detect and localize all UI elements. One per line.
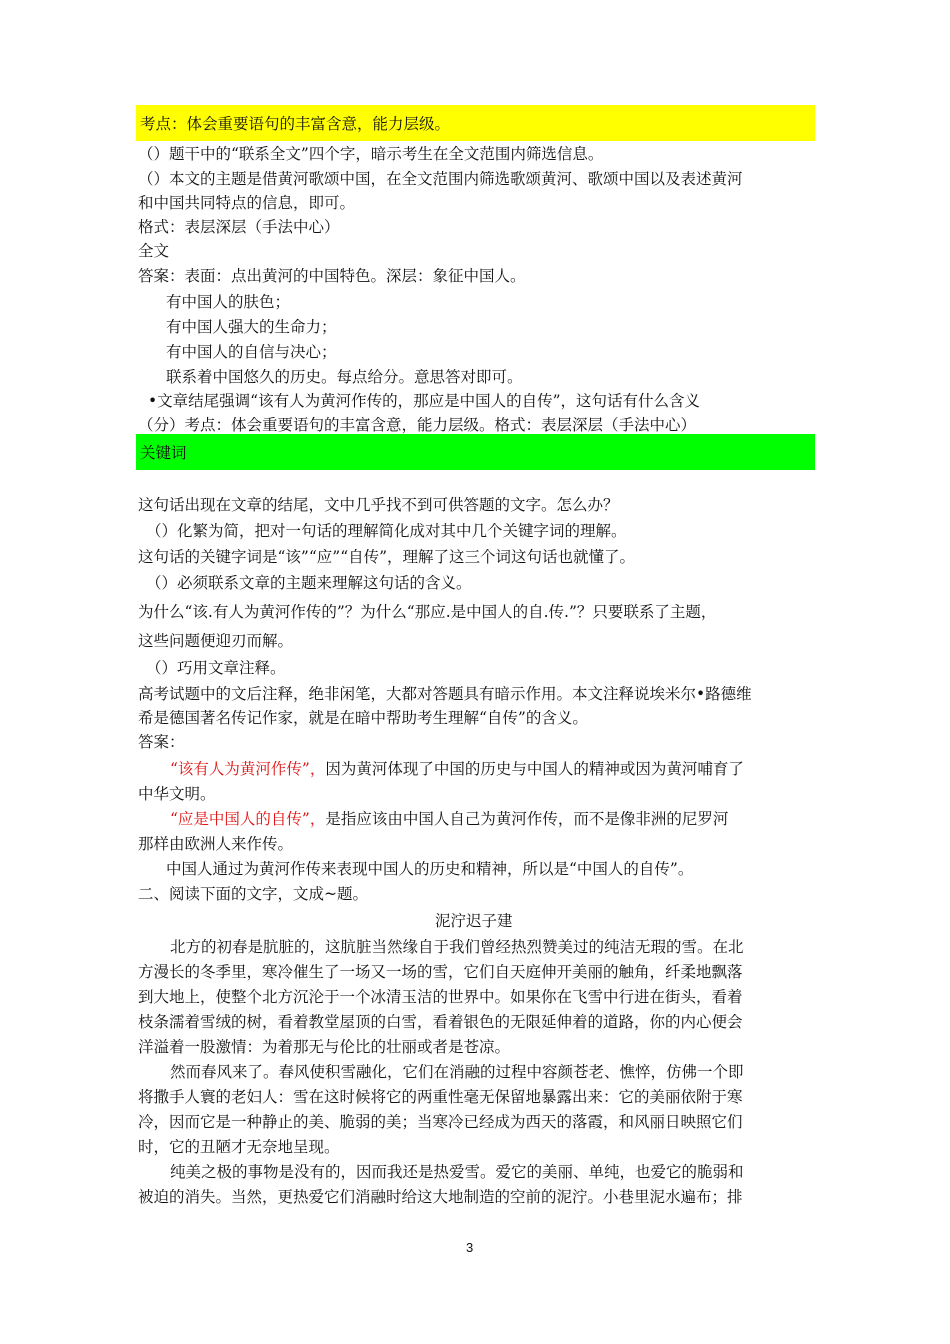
paragraph: 纯美之极的事物是没有的，因而我还是热爱雪。爱它的美丽、单纯，也爱它的脆弱和 xyxy=(170,1163,744,1181)
paragraph: 有中国人强大的生命力； xyxy=(166,318,337,336)
paragraph: 答案：表面：点出黄河的中国特色。深层：象征中国人。 xyxy=(138,267,526,285)
paragraph: （分）考点：体会重要语句的丰富含意，能力层级。格式：表层深层（手法中心） xyxy=(138,416,697,434)
paragraph: 冷，因而它是一种静止的美、脆弱的美；当寒冷已经成为西天的落霞，和风丽日映照它们 xyxy=(138,1113,743,1131)
paragraph: 答案： xyxy=(138,733,185,751)
paragraph: 这句话出现在文章的结尾，文中几乎找不到可供答题的文字。怎么办？ xyxy=(138,496,619,514)
paragraph: 和中国共同特点的信息，即可。 xyxy=(138,194,356,212)
paragraph: 为什么“该.有人为黄河作传的”？为什么“那应.是中国人的自.传.”？只要联系了主题， xyxy=(138,603,717,621)
paragraph: （）必须联系文章的主题来理解这句话的含义。 xyxy=(146,574,472,592)
paragraph: （）巧用文章注释。 xyxy=(146,659,286,677)
paragraph: 中华文明。 xyxy=(138,785,216,803)
answer-key-phrase: “该有人为黄河作传”， xyxy=(170,760,326,778)
paragraph: 有中国人的自信与决心； xyxy=(166,343,337,361)
paragraph: 这句话的关键字词是“该”“应”“自传”，理解了这三个词这句话也就懂了。 xyxy=(138,548,636,566)
paragraph: 格式：表层深层（手法中心） xyxy=(138,218,340,236)
paragraph: 时，它的丑陋才无奈地呈现。 xyxy=(138,1138,340,1156)
answer-text: 是指应该由中国人自己为黄河作传，而不是像非洲的尼罗河 xyxy=(325,810,729,828)
paragraph: 这些问题便迎刃而解。 xyxy=(138,632,294,650)
answer-text: 因为黄河体现了中国的历史与中国人的精神或因为黄河哺育了 xyxy=(325,760,744,778)
page-number: 3 xyxy=(466,1240,474,1255)
paragraph: 然而春风来了。春风使积雪融化，它们在消融的过程中容颜苍老、憔悴，仿佛一个即 xyxy=(170,1063,744,1081)
paragraph: 北方的初春是肮脏的，这肮脏当然缘自于我们曾经热烈赞美过的纯洁无瑕的雪。在北 xyxy=(170,938,744,956)
paragraph: 联系着中国悠久的历史。每点给分。意思答对即可。 xyxy=(166,368,523,386)
paragraph: 枝条濡着雪绒的树，看着教堂屋顶的白雪，看着银色的无限延伸着的道路，你的内心便会 xyxy=(138,1013,743,1031)
paragraph: （）化繁为简，把对一句话的理解简化成对其中几个关键字词的理解。 xyxy=(146,522,627,540)
paragraph: （）本文的主题是借黄河歌颂中国，在全文范围内筛选歌颂黄河、歌颂中国以及表述黄河 xyxy=(138,170,743,188)
paragraph: 那样由欧洲人来作传。 xyxy=(138,835,294,853)
paragraph: 将撒手人寰的老妇人：雪在这时候将它的两重性毫无保留地暴露出来：它的美丽依附于寒 xyxy=(138,1088,743,1106)
highlight-exam-point xyxy=(136,105,815,141)
paragraph: 方漫长的冬季里，寒冷催生了一场又一场的雪，它们自天庭伸开美丽的触角，纤柔地飘落 xyxy=(138,963,743,981)
paragraph: （）题干中的“联系全文”四个字，暗示考生在全文范围内筛选信息。 xyxy=(138,145,604,163)
paragraph: 中国人通过为黄河作传来表现中国人的历史和精神，所以是“中国人的自传”。 xyxy=(166,860,694,878)
paragraph: 希是德国著名传记作家，就是在暗中帮助考生理解“自传”的含义。 xyxy=(138,709,588,727)
paragraph: 洋溢着一股激情：为着那无与伦比的壮丽或者是苍凉。 xyxy=(138,1038,511,1056)
paragraph: 高考试题中的文后注释，绝非闲笔，大都对答题具有暗示作用。本文注释说埃米尔•路德维 xyxy=(138,685,752,703)
highlight-keyword xyxy=(136,434,815,470)
paragraph: •文章结尾强调“该有人为黄河作传的，那应是中国人的自传”，这句话有什么含义 xyxy=(148,392,700,410)
paragraph: 有中国人的肤色； xyxy=(166,293,291,311)
answer-line xyxy=(170,758,744,780)
answer-line xyxy=(170,808,728,830)
exam-point-text: 考点：体会重要语句的丰富含意，能力层级。 xyxy=(140,115,451,133)
essay-title: 泥泞迟子建 xyxy=(435,912,513,930)
paragraph: 到大地上，使整个北方沉沦于一个冰清玉洁的世界中。如果你在飞雪中行进在街头，看着 xyxy=(138,988,743,1006)
paragraph: 被迫的消失。当然，更热爱它们消融时给这大地制造的空前的泥泞。小巷里泥水遍布；排 xyxy=(138,1188,743,1206)
keyword-text: 关键词 xyxy=(140,444,187,462)
paragraph: 全文 xyxy=(138,242,170,260)
answer-key-phrase: “应是中国人的自传”， xyxy=(170,810,326,828)
section-heading: 二、阅读下面的文字，文成~题。 xyxy=(138,885,368,903)
